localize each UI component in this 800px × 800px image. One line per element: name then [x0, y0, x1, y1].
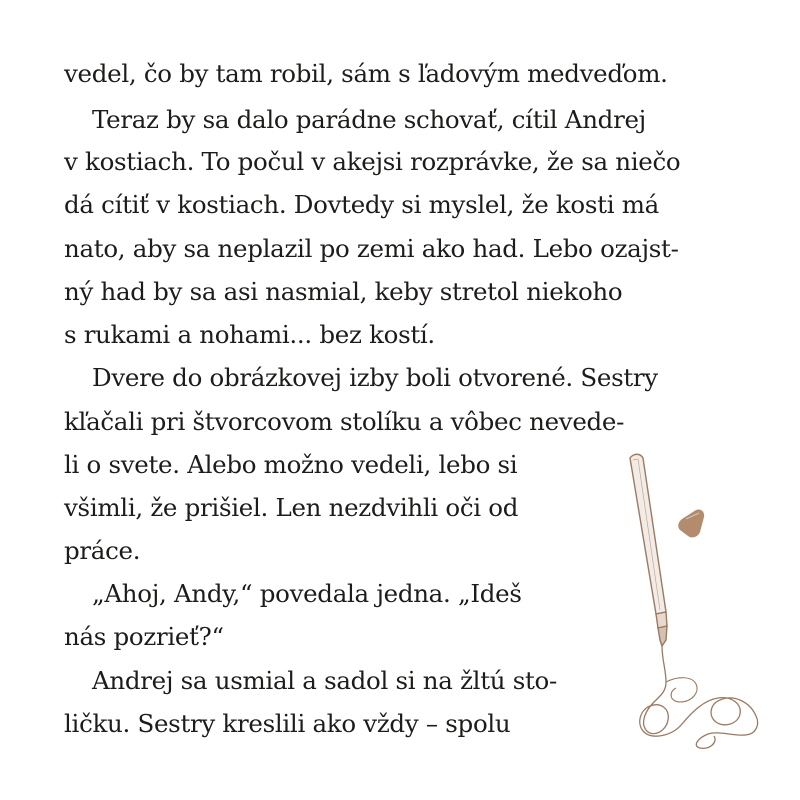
text-line: ličku. Sestry kreslili ako vždy – spolu — [64, 709, 511, 738]
text-line: li o svete. Alebo možno vedeli, lebo si — [64, 450, 518, 479]
text-line: s rukami a nohami... bez kostí. — [64, 320, 435, 349]
pen-drawing-line-icon — [600, 440, 760, 750]
text-line: Dvere do obrázkovej izby boli otvorené. Sestry — [92, 363, 658, 392]
text-line: Teraz by sa dalo parádne schovať, cítil Andrej — [92, 105, 646, 134]
pen-cap-icon — [678, 509, 704, 537]
text-line: nás pozrieť?“ — [64, 622, 224, 651]
text-line: nato, aby sa neplazil po zemi ako had. Lebo ozajst- — [64, 234, 679, 263]
text-line: „Ahoj, Andy,“ povedala jedna. „Ideš — [92, 579, 522, 608]
text-line: vedel, čo by tam robil, sám s ľadovým medveďom. — [64, 59, 668, 88]
pen-icon — [630, 454, 667, 646]
text-line: kľačali pri štvorcovom stolíku a vôbec nevede- — [64, 407, 625, 436]
text-line: Andrej sa usmial a sadol si na žltú sto- — [92, 666, 557, 695]
text-line: práce. — [64, 536, 141, 565]
scribble-line-icon — [640, 646, 758, 748]
scribble-loop-icon — [666, 678, 697, 702]
text-line: všimli, že prišiel. Len nezdvihli oči od — [64, 493, 519, 522]
text-line: dá cítiť v kostiach. Dovtedy si myslel, že kosti má — [64, 190, 659, 219]
text-line: ný had by sa asi nasmial, keby stretol niekoho — [64, 277, 623, 306]
text-line: v kostiach. To počul v akejsi rozprávke, že sa niečo — [64, 147, 681, 176]
